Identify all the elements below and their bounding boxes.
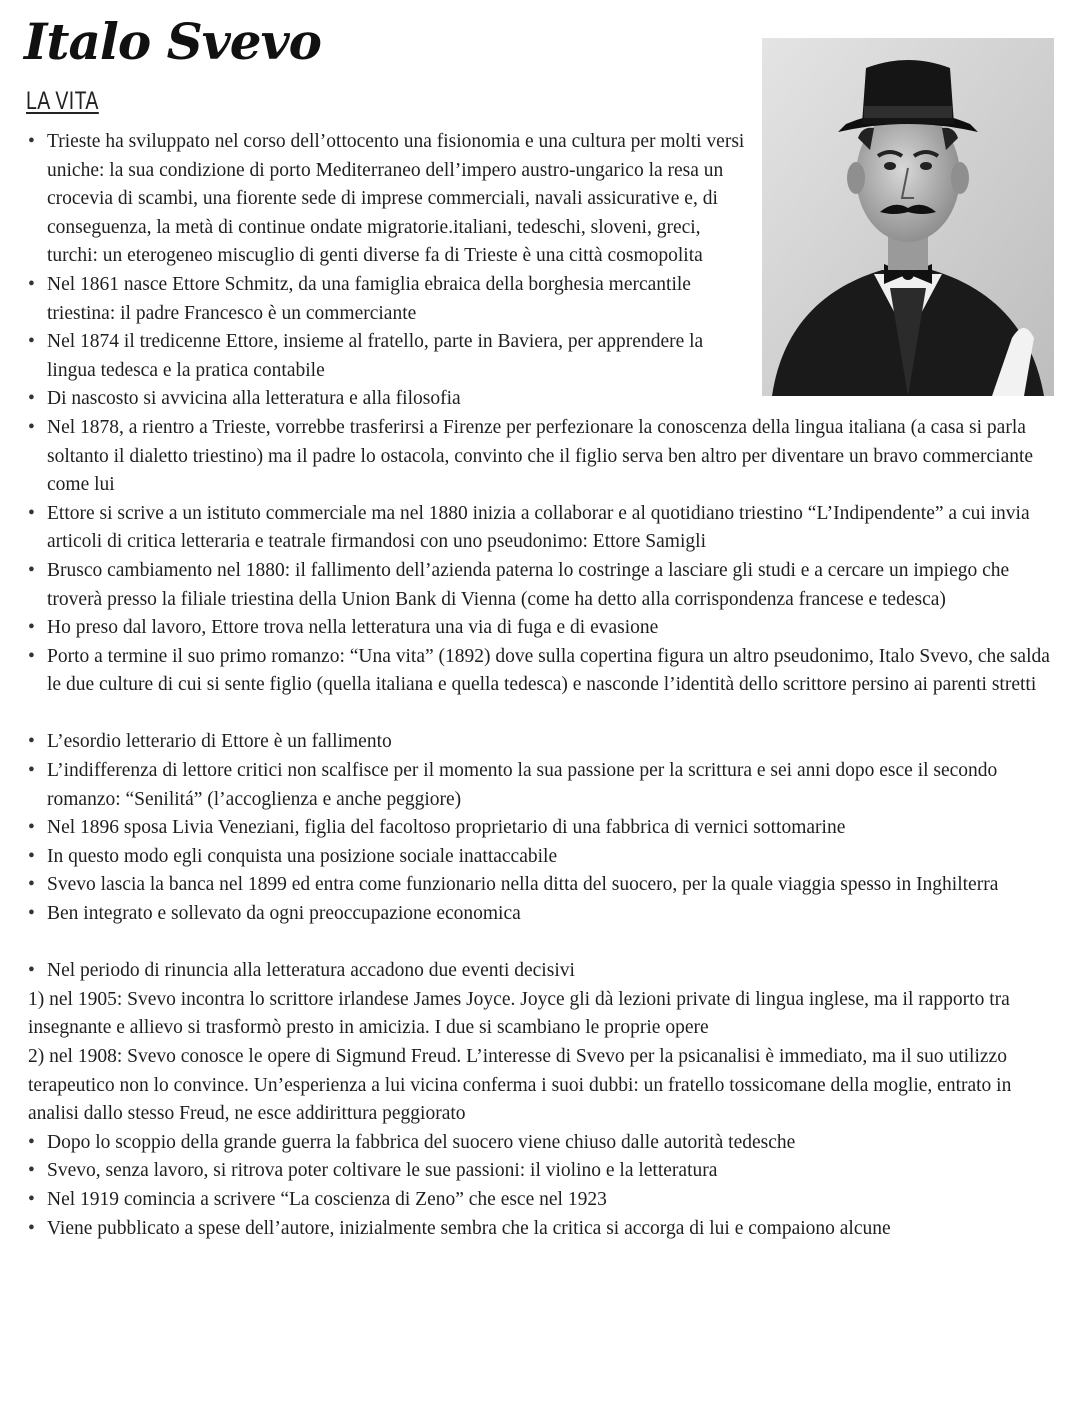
list-item: • L’esordio letterario di Ettore è un fallimento: [28, 728, 1058, 757]
body-text: [28, 128, 1058, 1243]
list-item: • Di nascosto si avvicina alla letteratura e alla filosofia: [28, 385, 1058, 414]
bullet-list-1: [28, 128, 1058, 700]
bullet-list-3: [28, 957, 1058, 986]
event-paragraph: 1) nel 1905: Svevo incontra lo scrittore irlandese James Joyce. Joyce gli dà lezioni private di lingua inglese, ma il rapporto tra insegnante e allievo si trasformò presto in amicizia. I due si scambiano le proprie opere: [28, 988, 1010, 1039]
list-item: • Trieste ha sviluppato nel corso dell’ottocento una fisionomia e una cultura per molti versi uniche: la sua condizione di porto Mediterraneo dell’impero austro-ungarico la resa un crocevia di scambi, una fiorente sede di imprese commerciali, navali assicurative e, di conseguenza, la metà di continue ondate migratorie.italiani, tedeschi, sloveni, greci, turchi: un eterogeneo miscuglio di genti diverse fa di Trieste è una città cosmopolita: [28, 128, 747, 271]
list-item: • Svevo, senza lavoro, si ritrova poter coltivare le sue passioni: il violino e la letteratura: [28, 1157, 1058, 1186]
list-item: • Viene pubblicato a spese dell’autore, inizialmente sembra che la critica si accorga di lui e compaiono alcune: [28, 1215, 1058, 1244]
list-item: • In questo modo egli conquista una posizione sociale inattaccabile: [28, 843, 1058, 872]
list-item: • Ben integrato e sollevato da ogni preoccupazione economica: [28, 900, 1058, 929]
list-item: • Svevo lascia la banca nel 1899 ed entra come funzionario nella ditta del suocero, per la quale viaggia spesso in Inghilterra: [28, 871, 1058, 900]
list-item: • Ettore si scrive a un istituto commerciale ma nel 1880 inizia a collaborar e al quotidiano triestino “L’Indipendente” a cui invia articoli di critica letteraria e teatrale firmandosi con uno pseudonimo: Ettore Samigli: [28, 500, 1058, 557]
list-item: • Nel periodo di rinuncia alla letteratura accadono due eventi decisivi: [28, 957, 1058, 986]
list-item: • Porto a termine il suo primo romanzo: “Una vita” (1892) dove sulla copertina figura un altro pseudonimo, Italo Svevo, che salda le due culture di cui si sente figlio (quella italiana e quella tedesca) e nasconde l’identità dello scrittore persino ai parenti stretti: [28, 643, 1058, 700]
list-item: • Nel 1874 il tredicenne Ettore, insieme al fratello, parte in Baviera, per apprendere la lingua tedesca e la pratica contabile: [28, 328, 707, 385]
bullet-list-4: [28, 1129, 1058, 1243]
list-item: • Nel 1919 comincia a scrivere “La coscienza di Zeno” che esce nel 1923: [28, 1186, 1058, 1215]
page-title: Italo Svevo: [24, 12, 322, 71]
list-item: • Dopo lo scoppio della grande guerra la fabbrica del suocero viene chiuso dalle autorità tedesche: [28, 1129, 1058, 1158]
section-heading: LA VITA: [26, 87, 99, 115]
bullet-list-2: [28, 728, 1058, 928]
list-item: • Ho preso dal lavoro, Ettore trova nella letteratura una via di fuga e di evasione: [28, 614, 1058, 643]
event-paragraph: 2) nel 1908: Svevo conosce le opere di Sigmund Freud. L’interesse di Svevo per la psicanalisi è immediato, ma il suo utilizzo terapeutico non lo convince. Un’esperienza a lui vicina conferma i suoi dubbi: un fratello tossicomane della moglie, entrato in analisi dallo stesso Freud, ne esce addirittura peggiorato: [28, 1046, 1012, 1125]
list-item: • Nel 1861 nasce Ettore Schmitz, da una famiglia ebraica della borghesia mercantile triestina: il padre Francesco è un commerciante: [28, 271, 707, 328]
list-item: • Nel 1896 sposa Livia Veneziani, figlia del facoltoso proprietario di una fabbrica di vernici sottomarine: [28, 814, 1058, 843]
list-item: • L’indifferenza di lettore critici non scalfisce per il momento la sua passione per la scrittura e sei anni dopo esce il secondo romanzo: “Senilitá” (l’accoglienza e anche peggiore): [28, 757, 1058, 814]
list-item: • Nel 1878, a rientro a Trieste, vorrebbe trasferirsi a Firenze per perfezionare la conoscenza della lingua italiana (a casa si parla soltanto il dialetto triestino) ma il padre lo ostacola, convinto che il figlio serva ben altro per diventare un bravo commerciante come lui: [28, 414, 1058, 500]
list-item: • Brusco cambiamento nel 1880: il fallimento dell’azienda paterna lo costringe a lasciare gli studi e a cercare un impiego che troverà presso la filiale triestina della Union Bank di Vienna (come ha detto alla corrispondenza francese e tedesca): [28, 557, 1058, 614]
